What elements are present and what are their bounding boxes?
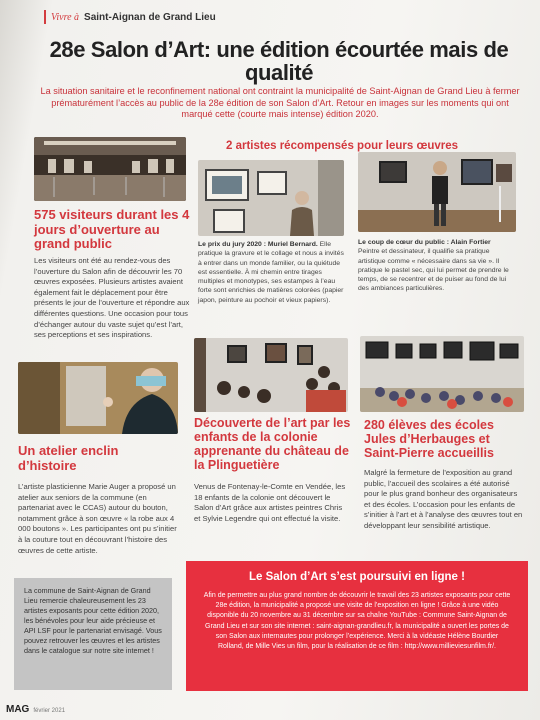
public-caption xyxy=(358,238,518,294)
photo-workshop xyxy=(18,362,178,434)
footer-issue: février 2021 xyxy=(33,708,66,714)
public-label: Le coup de cœur du public : Alain Fortier xyxy=(358,239,491,246)
artist-bernard-illustration xyxy=(198,160,344,236)
visitors-text: Les visiteurs ont été au rendez-vous des l’ouverture du Salon afin de découvrir les 70 œuvres exposées. Plusieurs artistes avaient également fait le déplacement pour être présents le jour de l’ouverture et répondre aux différentes questions. Une occasion pour tous d’échanger autour du vaste sujet qu’est l’art, ses perceptions et ses inspirations. xyxy=(34,256,190,340)
page-footer xyxy=(6,704,65,715)
workshop-title: Un atelier enclin d’histoire xyxy=(18,443,119,473)
thanks-text: La commune de Saint-Aignan de Grand Lieu remercie chaleureusement les 23 artistes exposants pour cette édition 2020, les bénévoles pour leur aide précieuse et API LSF pour le partenariat envisagé. Vous pouvez retrouver les œuvres et les artistes dans le catalogue sur notre site internet ! xyxy=(24,586,162,655)
colony-illustration xyxy=(194,338,348,412)
artist-fortier-illustration xyxy=(358,152,516,232)
colony-title: Découverte de l’art par les enfants de la colonie apprenante du château de la Plinguetière xyxy=(194,416,351,472)
thanks-box xyxy=(14,578,172,690)
colony-text: Venus de Fontenay-le-Comte en Vendée, les 18 enfants de la colonie ont découvert le Salon d’Art grâce aux artistes peintres Chris et Sylvie Legendre qui ont effectué la visite. xyxy=(194,482,346,523)
online-text: Afin de permettre au plus grand nombre de découvrir le travail des 23 artistes exposants pour cette 28e édition, la municipalité a proposé une visite de l’exposition en ligne ! Grâce à une vidéo disponible du 20 novembre au 31 décembre sur sa chaîne YouTube : Commune Saint-Aignan de Grand Lieu et sur son site internet : saint-aignan-grandlieu.fr, la municipalité a ouvert les portes de son Salon aux internautes pour prolonger l’expérience. Merci à la vidéaste Hélène Bourdier Rolland, de Mille Vies un film, pour la réalisation de ce film : http://www.millieviesunfilm.fr/. xyxy=(203,592,511,651)
exhibition-hall-illustration xyxy=(34,137,186,201)
jury-text: Elle pratique la gravure et le collage et nous a invités à entrer dans un monde familier, ou la quiétude est essentielle. À mi chemin entre tirages multiples et monotypes, ses estampes à l’eau forte sont enrichies de matières colorées (papier japon, peinture au pochoir et vieux papiers). xyxy=(198,241,344,304)
online-title: Le Salon d’Art s’est poursuivi en ligne ! xyxy=(249,571,465,583)
page-title: 28e Salon d’Art: une édition écourtée mais de qualité xyxy=(49,37,509,85)
workshop-illustration xyxy=(18,362,178,434)
schools-title: 280 élèves des écoles Jules d’Herbauges et Saint-Pierre accueillis xyxy=(364,418,494,460)
section-rubric xyxy=(44,10,216,24)
schools-text: Malgré la fermeture de l’exposition au grand public, l’accueil des scolaires a été autorisé pour le plus grand bonheur des organisateurs et des écoles. L’occasion pour les enfants de s’initier à l’art et à l’analyse des œuvres tout en développant leur sensibilité artistique. xyxy=(364,468,523,530)
public-text: Peintre et dessinateur, il qualifie sa pratique artistique comme « nécessaire dans sa vie ». Il pratique le pastel sec, qui lui permet de prendre le temps, de se recentrer et de puiser au fond de lui des ambiances particulières. xyxy=(358,248,509,293)
awards-title: 2 artistes récompensés pour leurs œuvres xyxy=(226,140,459,152)
footer-brand: MAG xyxy=(6,704,30,715)
workshop-text: L’artiste plasticienne Marie Auger a proposé un atelier aux seniors de la commune (en partenariat avec le CCAS) autour du bouton, notamment grâce à son œuvre « la robe aux 4 000 boutons ». Les participantes ont pu s’initier à la couture tout en découvrant l’histoire des œuvres de cette artiste. xyxy=(18,482,177,555)
jury-caption xyxy=(198,240,348,305)
photo-muriel-bernard xyxy=(198,160,344,236)
photo-exhibition-hall xyxy=(34,137,186,201)
rubric-bar xyxy=(44,10,46,24)
rubric-prefix: Vivre à xyxy=(51,11,80,23)
online-banner xyxy=(186,561,528,691)
photo-colony xyxy=(194,338,348,412)
photo-alain-fortier xyxy=(358,152,516,232)
schools-illustration xyxy=(360,336,524,412)
intro-text: La situation sanitaire et le reconfinement national ont contraint la municipalité de Saint-Aignan de Grand Lieu à fermer prématurément l’accès au public de la 28e édition de son Salon d’Art. Retour en images sur les moments qui ont marqué cette (courte mais intense) édition 2020. xyxy=(40,86,520,119)
rubric-place: Saint-Aignan de Grand Lieu xyxy=(84,11,216,23)
jury-label: Le prix du jury 2020 : Muriel Bernard. xyxy=(198,241,318,248)
photo-schools xyxy=(360,336,524,412)
visitors-title: 575 visiteurs durant les 4 jours d’ouverture au grand public xyxy=(34,207,190,251)
